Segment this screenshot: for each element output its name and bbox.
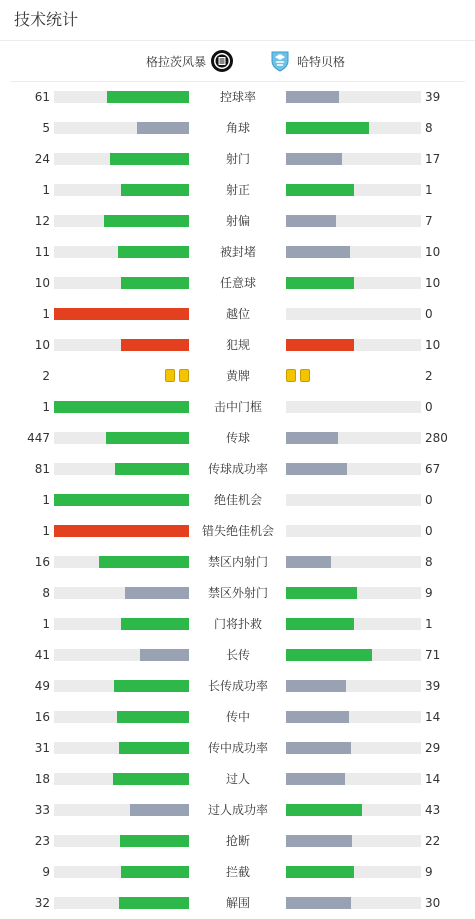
home-bar-fill bbox=[113, 773, 189, 785]
away-stat-value: 9 bbox=[425, 865, 433, 879]
away-stat-value: 39 bbox=[425, 90, 441, 104]
home-bar-track bbox=[54, 184, 189, 196]
away-bar-fill bbox=[286, 835, 352, 847]
home-stat-value: 23 bbox=[34, 834, 50, 848]
stat-row bbox=[0, 826, 475, 857]
away-bar-fill bbox=[286, 463, 347, 475]
home-bar-track bbox=[54, 122, 189, 134]
away-bar-track bbox=[286, 525, 421, 537]
home-bar-fill bbox=[54, 308, 189, 320]
home-stat-value: 1 bbox=[42, 400, 50, 414]
away-bar-track bbox=[286, 556, 421, 568]
away-bar-track bbox=[286, 742, 421, 754]
away-bar-fill bbox=[286, 618, 354, 630]
home-bar-track bbox=[54, 339, 189, 351]
stat-row bbox=[0, 888, 475, 919]
away-bar-track bbox=[286, 587, 421, 599]
home-bar-track bbox=[54, 246, 189, 258]
away-stat-value: 29 bbox=[425, 741, 441, 755]
away-bar-fill bbox=[286, 339, 354, 351]
away-bar-track bbox=[286, 339, 421, 351]
away-bar-track bbox=[286, 215, 421, 227]
away-stat-value: 14 bbox=[425, 772, 441, 786]
home-stat-value: 5 bbox=[42, 121, 50, 135]
home-bar-fill bbox=[121, 277, 189, 289]
home-team[interactable] bbox=[10, 50, 233, 72]
teams-header bbox=[10, 41, 465, 82]
home-stat-value: 61 bbox=[34, 90, 50, 104]
page-title: 技术统计 bbox=[0, 0, 475, 41]
stats-list bbox=[0, 82, 475, 919]
stat-label: 射门 bbox=[225, 152, 250, 166]
home-team-logo-icon bbox=[211, 50, 233, 72]
stat-row bbox=[0, 702, 475, 733]
away-bar-fill bbox=[286, 153, 342, 165]
stat-label: 控球率 bbox=[219, 90, 256, 104]
away-stat-value: 67 bbox=[425, 462, 441, 476]
home-stat-value: 10 bbox=[34, 276, 50, 290]
home-stat-value: 8 bbox=[42, 586, 50, 600]
stat-label: 解围 bbox=[225, 896, 250, 910]
stat-label: 被封堵 bbox=[219, 245, 256, 259]
stat-label: 禁区内射门 bbox=[207, 555, 268, 569]
home-stat-value: 16 bbox=[34, 710, 50, 724]
away-bar-track bbox=[286, 246, 421, 258]
away-bar-track bbox=[286, 308, 421, 320]
home-bar-track bbox=[54, 804, 189, 816]
home-bar-track bbox=[54, 525, 189, 537]
home-stat-value: 11 bbox=[34, 245, 50, 259]
home-stat-value: 18 bbox=[34, 772, 50, 786]
stat-label: 射正 bbox=[225, 183, 250, 197]
away-bar-track bbox=[286, 804, 421, 816]
away-stat-value: 30 bbox=[425, 896, 441, 910]
stat-row bbox=[0, 609, 475, 640]
home-bar-fill bbox=[140, 649, 189, 661]
away-stat-value: 0 bbox=[425, 524, 433, 538]
stat-row bbox=[0, 237, 475, 268]
away-bar-fill bbox=[286, 556, 331, 568]
home-stat-value: 41 bbox=[34, 648, 50, 662]
stat-row bbox=[0, 578, 475, 609]
away-stat-value: 280 bbox=[425, 431, 448, 445]
away-bar-track bbox=[286, 649, 421, 661]
away-bar-track bbox=[286, 153, 421, 165]
stat-row bbox=[0, 764, 475, 795]
away-bar-fill bbox=[286, 773, 345, 785]
stat-label: 禁区外射门 bbox=[207, 586, 268, 600]
home-team-name: 格拉茨风暴 bbox=[145, 54, 206, 69]
away-bar-track bbox=[286, 401, 421, 413]
home-bar-fill bbox=[118, 246, 189, 258]
away-bar-track bbox=[286, 618, 421, 630]
home-bar-fill bbox=[130, 804, 189, 816]
away-bar-fill bbox=[286, 680, 346, 692]
yellow-card-icon bbox=[286, 369, 296, 382]
home-bar-fill bbox=[119, 742, 189, 754]
away-bar-track bbox=[286, 773, 421, 785]
home-bar-track bbox=[54, 711, 189, 723]
home-bar-track bbox=[54, 401, 189, 413]
stat-row bbox=[0, 671, 475, 702]
home-bar-track bbox=[54, 742, 189, 754]
home-bar-track bbox=[54, 866, 189, 878]
away-team[interactable] bbox=[233, 49, 465, 73]
home-bar-track bbox=[54, 277, 189, 289]
home-bar-fill bbox=[114, 680, 189, 692]
home-bar-fill bbox=[121, 339, 189, 351]
home-bar-track bbox=[54, 835, 189, 847]
home-yellow-cards bbox=[165, 369, 189, 382]
away-bar-fill bbox=[286, 277, 354, 289]
home-bar-fill bbox=[54, 525, 189, 537]
stat-label: 抢断 bbox=[225, 834, 250, 848]
stat-row bbox=[0, 485, 475, 516]
stat-row bbox=[0, 299, 475, 330]
away-bar-fill bbox=[286, 91, 339, 103]
home-bar-track bbox=[54, 463, 189, 475]
away-team-name: 哈特贝格 bbox=[297, 54, 346, 69]
stat-row bbox=[0, 516, 475, 547]
home-bar-fill bbox=[54, 494, 189, 506]
home-bar-fill bbox=[115, 463, 189, 475]
stat-label: 长传成功率 bbox=[207, 679, 268, 693]
home-stat-value: 24 bbox=[34, 152, 50, 166]
stat-row bbox=[0, 454, 475, 485]
away-stat-value: 0 bbox=[425, 493, 433, 507]
yellow-card-icon bbox=[165, 369, 175, 382]
away-yellow-cards bbox=[286, 369, 310, 382]
home-stat-value: 16 bbox=[34, 555, 50, 569]
home-stat-value: 10 bbox=[34, 338, 50, 352]
home-bar-track bbox=[54, 556, 189, 568]
home-bar-track bbox=[54, 649, 189, 661]
away-stat-value: 71 bbox=[425, 648, 441, 662]
home-bar-track bbox=[54, 308, 189, 320]
away-stat-value: 1 bbox=[425, 183, 433, 197]
home-bar-fill bbox=[54, 401, 189, 413]
home-stat-value: 31 bbox=[34, 741, 50, 755]
stat-row bbox=[0, 795, 475, 826]
away-stat-value: 1 bbox=[425, 617, 433, 631]
home-stat-value: 1 bbox=[42, 524, 50, 538]
away-stat-value: 22 bbox=[425, 834, 441, 848]
home-stat-value: 1 bbox=[42, 183, 50, 197]
away-bar-fill bbox=[286, 866, 354, 878]
stat-row bbox=[0, 268, 475, 299]
away-bar-track bbox=[286, 184, 421, 196]
stat-label: 传中成功率 bbox=[207, 741, 268, 755]
away-stat-value: 14 bbox=[425, 710, 441, 724]
away-bar-fill bbox=[286, 742, 351, 754]
stat-row bbox=[0, 82, 475, 113]
home-bar-track bbox=[54, 215, 189, 227]
away-bar-fill bbox=[286, 432, 338, 444]
home-stat-value: 9 bbox=[42, 865, 50, 879]
away-stat-value: 8 bbox=[425, 121, 433, 135]
stat-label: 越位 bbox=[225, 307, 250, 321]
away-stat-value: 8 bbox=[425, 555, 433, 569]
away-bar-fill bbox=[286, 184, 354, 196]
home-bar-track bbox=[54, 587, 189, 599]
home-bar-track bbox=[54, 773, 189, 785]
stat-row bbox=[0, 392, 475, 423]
home-bar-fill bbox=[107, 91, 189, 103]
home-stat-value: 1 bbox=[42, 617, 50, 631]
away-stat-value: 10 bbox=[425, 338, 441, 352]
away-stat-value: 43 bbox=[425, 803, 441, 817]
stat-label: 犯规 bbox=[225, 338, 250, 352]
stat-row bbox=[0, 640, 475, 671]
stat-label: 任意球 bbox=[219, 276, 256, 290]
stat-label: 传中 bbox=[225, 710, 250, 724]
away-bar-fill bbox=[286, 215, 336, 227]
away-bar-track bbox=[286, 711, 421, 723]
yellow-card-icon bbox=[300, 369, 310, 382]
home-bar-fill bbox=[104, 215, 189, 227]
stat-label: 击中门框 bbox=[213, 400, 262, 414]
away-bar-fill bbox=[286, 246, 350, 258]
home-stat-value: 49 bbox=[34, 679, 50, 693]
stat-label: 绝佳机会 bbox=[213, 493, 262, 507]
away-stat-value: 2 bbox=[425, 369, 433, 383]
home-bar-fill bbox=[121, 618, 189, 630]
away-bar-track bbox=[286, 494, 421, 506]
home-bar-fill bbox=[117, 711, 189, 723]
stat-row bbox=[0, 423, 475, 454]
away-stat-value: 7 bbox=[425, 214, 433, 228]
home-stat-value: 2 bbox=[42, 369, 50, 383]
home-stat-value: 12 bbox=[34, 214, 50, 228]
stat-row bbox=[0, 330, 475, 361]
away-stat-value: 17 bbox=[425, 152, 441, 166]
home-bar-track bbox=[54, 897, 189, 909]
away-bar-fill bbox=[286, 122, 369, 134]
stat-row bbox=[0, 113, 475, 144]
home-bar-track bbox=[54, 153, 189, 165]
away-stat-value: 10 bbox=[425, 276, 441, 290]
home-bar-fill bbox=[99, 556, 189, 568]
stat-label: 错失绝佳机会 bbox=[201, 524, 274, 538]
away-stat-value: 39 bbox=[425, 679, 441, 693]
away-stat-value: 0 bbox=[425, 400, 433, 414]
stat-label: 门将扑救 bbox=[213, 617, 262, 631]
away-bar-track bbox=[286, 680, 421, 692]
stat-label: 角球 bbox=[225, 121, 250, 135]
stat-row bbox=[0, 857, 475, 888]
away-bar-fill bbox=[286, 649, 372, 661]
stat-row bbox=[0, 206, 475, 237]
stat-row bbox=[0, 144, 475, 175]
yellow-card-icon bbox=[179, 369, 189, 382]
away-bar-track bbox=[286, 277, 421, 289]
home-bar-fill bbox=[121, 866, 189, 878]
away-bar-track bbox=[286, 866, 421, 878]
stat-row bbox=[0, 547, 475, 578]
away-bar-track bbox=[286, 897, 421, 909]
away-bar-fill bbox=[286, 804, 362, 816]
away-bar-fill bbox=[286, 711, 349, 723]
stat-label: 拦截 bbox=[225, 865, 250, 879]
away-bar-track bbox=[286, 91, 421, 103]
home-stat-value: 81 bbox=[34, 462, 50, 476]
home-stat-value: 1 bbox=[42, 493, 50, 507]
stat-label: 传球成功率 bbox=[207, 462, 268, 476]
stat-label: 长传 bbox=[225, 648, 250, 662]
away-bar-track bbox=[286, 463, 421, 475]
away-team-logo-icon bbox=[268, 49, 292, 73]
home-bar-track bbox=[54, 618, 189, 630]
home-bar-track bbox=[54, 91, 189, 103]
away-bar-fill bbox=[286, 897, 351, 909]
stat-label: 过人 bbox=[225, 772, 250, 786]
home-bar-fill bbox=[110, 153, 189, 165]
home-stat-value: 32 bbox=[34, 896, 50, 910]
home-bar-fill bbox=[106, 432, 189, 444]
away-bar-fill bbox=[286, 587, 357, 599]
away-bar-track bbox=[286, 122, 421, 134]
away-stat-value: 9 bbox=[425, 586, 433, 600]
away-stat-value: 0 bbox=[425, 307, 433, 321]
stat-label: 射偏 bbox=[225, 214, 250, 228]
home-bar-track bbox=[54, 680, 189, 692]
home-bar-fill bbox=[120, 835, 189, 847]
home-bar-fill bbox=[121, 184, 189, 196]
home-bar-fill bbox=[125, 587, 189, 599]
home-stat-value: 447 bbox=[27, 431, 50, 445]
away-bar-track bbox=[286, 835, 421, 847]
home-bar-fill bbox=[119, 897, 189, 909]
away-stat-value: 10 bbox=[425, 245, 441, 259]
home-bar-fill bbox=[137, 122, 189, 134]
away-bar-track bbox=[286, 432, 421, 444]
home-bar-track bbox=[54, 432, 189, 444]
stat-row bbox=[0, 175, 475, 206]
stat-label: 过人成功率 bbox=[207, 803, 268, 817]
home-bar-track bbox=[54, 494, 189, 506]
stat-label: 黄牌 bbox=[225, 369, 250, 383]
home-stat-value: 33 bbox=[34, 803, 50, 817]
stat-row bbox=[0, 733, 475, 764]
home-stat-value: 1 bbox=[42, 307, 50, 321]
stat-label: 传球 bbox=[225, 431, 250, 445]
stat-row bbox=[0, 361, 475, 392]
